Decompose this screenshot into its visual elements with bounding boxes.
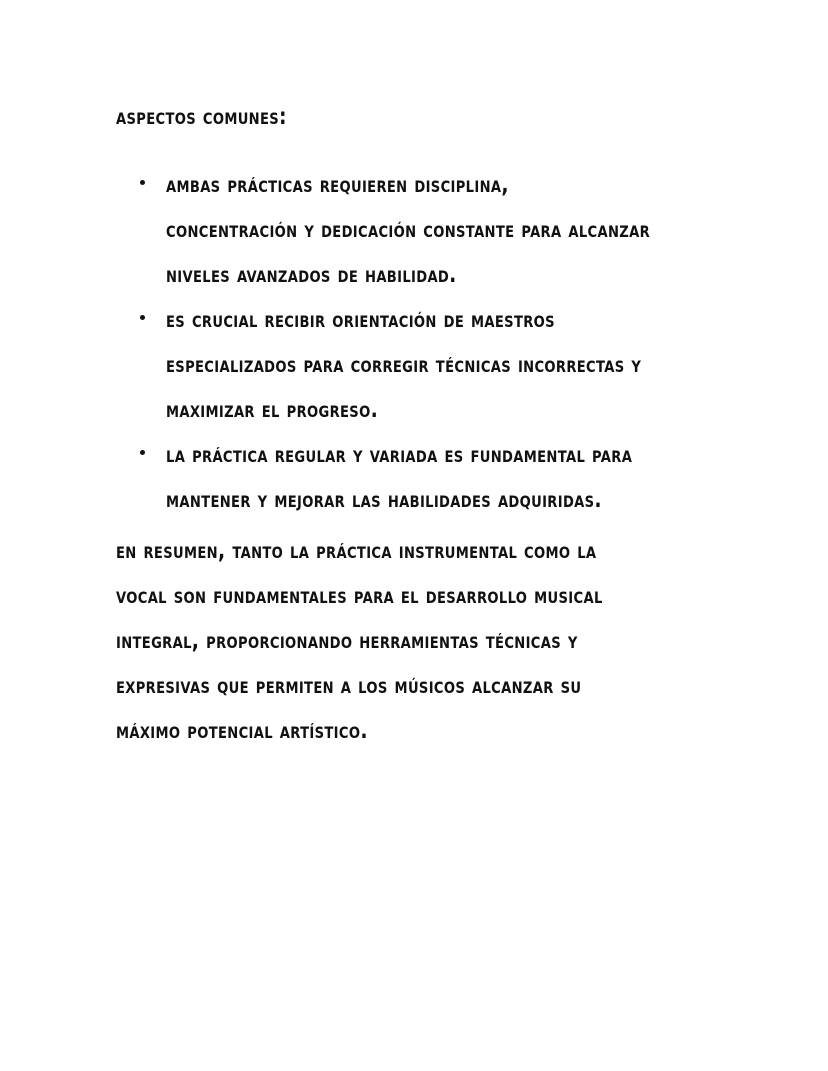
summary-line: máximo potencial artístico. <box>116 718 368 744</box>
bullet-line: la práctica regular y variada es fundamental para <box>166 442 633 468</box>
summary-line: expresivas que permiten a los músicos alcanzar su <box>116 673 582 699</box>
bullet-line: es crucial recibir orientación de maestros <box>166 307 555 333</box>
bullet-line: niveles avanzados de habilidad. <box>166 262 457 288</box>
section-heading: aspectos comunes: <box>116 104 287 130</box>
bullet-dot-icon <box>140 450 145 455</box>
bullet-line: maximizar el progreso. <box>166 397 379 423</box>
summary-line: integral, proporcionando herramientas técnicas y <box>116 628 578 654</box>
bullet-line: ambas prácticas requieren disciplina, <box>166 172 509 198</box>
bullet-dot-icon <box>140 180 145 185</box>
bullet-dot-icon <box>140 315 145 320</box>
bullet-text <box>166 433 732 523</box>
summary-paragraph <box>116 529 690 754</box>
list-item <box>140 298 828 433</box>
list-item <box>140 163 828 298</box>
bullet-line: especializados para corregir técnicas incorrectas y <box>166 352 642 378</box>
bullet-text <box>166 163 732 298</box>
bullet-line: mantener y mejorar las habilidades adquiridas. <box>166 487 602 513</box>
list-item <box>140 433 828 523</box>
bullet-list <box>140 163 828 523</box>
summary-line: en resumen, tanto la práctica instrumental como la <box>116 538 597 564</box>
bullet-text <box>166 298 732 433</box>
bullet-line: concentración y dedicación constante para alcanzar <box>166 217 651 243</box>
summary-line: vocal son fundamentales para el desarrollo musical <box>116 583 603 609</box>
